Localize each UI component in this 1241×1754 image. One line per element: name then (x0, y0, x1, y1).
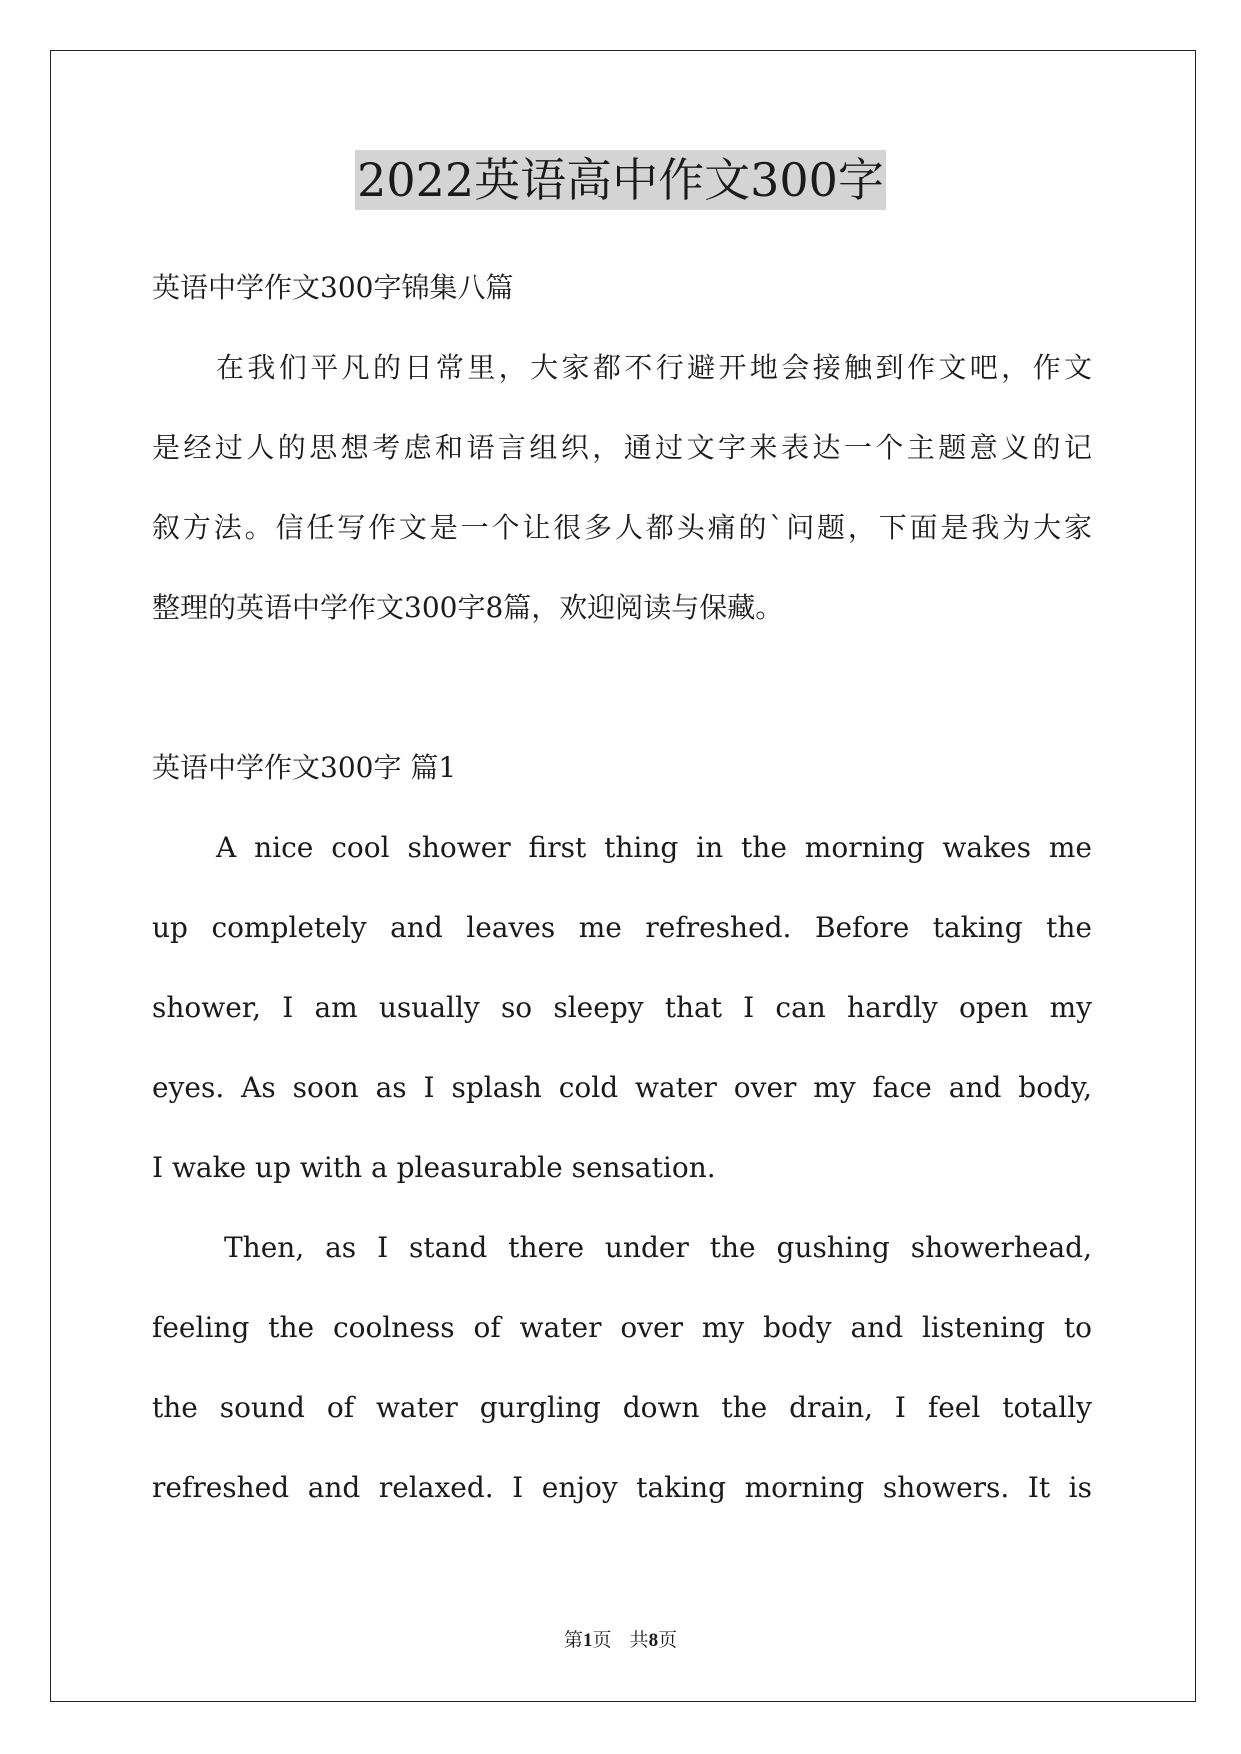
intro-line-3: 叙方法。信任写作文是一个让很多人都头痛的`问题，下面是我为大家 (152, 511, 1092, 544)
title-text: 2022英语高中作文300字 (355, 150, 886, 210)
essay-p1-line-5: I wake up with a pleasurable sensation. (152, 1151, 716, 1184)
intro-line-1: 在我们平凡的日常里，大家都不行避开地会接触到作文吧，作文 (216, 351, 1092, 384)
essay-p2-line-4: refreshed and relaxed. I enjoy taking morning showers. It is (152, 1471, 1092, 1504)
page-footer (0, 1628, 1241, 1653)
footer-prefix: 第 (563, 1629, 583, 1651)
section-heading: 英语中学作文300字 篇1 (152, 751, 457, 784)
essay-p1-line-3: shower, I am usually so sleepy that I can hardly open my (152, 991, 1092, 1024)
footer-total-pages: 8 (648, 1630, 659, 1651)
footer-current-page: 1 (582, 1630, 593, 1651)
essay-p1-line-4: eyes. As soon as I splash cold water over my face and body, (152, 1071, 1092, 1104)
essay-p1-line-2: up completely and leaves me refreshed. Before taking the (152, 911, 1092, 944)
intro-line-4: 整理的英语中学作文300字8篇，欢迎阅读与保藏。 (152, 591, 784, 624)
essay-p2-line-2: feeling the coolness of water over my body and listening to (152, 1311, 1092, 1344)
essay-p1-line-1: A nice cool shower first thing in the morning wakes me (216, 831, 1092, 864)
footer-mid: 页 共 (592, 1629, 649, 1651)
intro-line-2: 是经过人的思想考虑和语言组织，通过文字来表达一个主题意义的记 (152, 431, 1092, 464)
document-title (0, 150, 1241, 210)
essay-p2-line-3: the sound of water gurgling down the drain, I feel totally (152, 1391, 1092, 1424)
footer-suffix: 页 (658, 1629, 678, 1651)
subtitle: 英语中学作文300字锦集八篇 (152, 271, 514, 304)
essay-p2-line-1: Then, as I stand there under the gushing showerhead, (224, 1231, 1092, 1264)
